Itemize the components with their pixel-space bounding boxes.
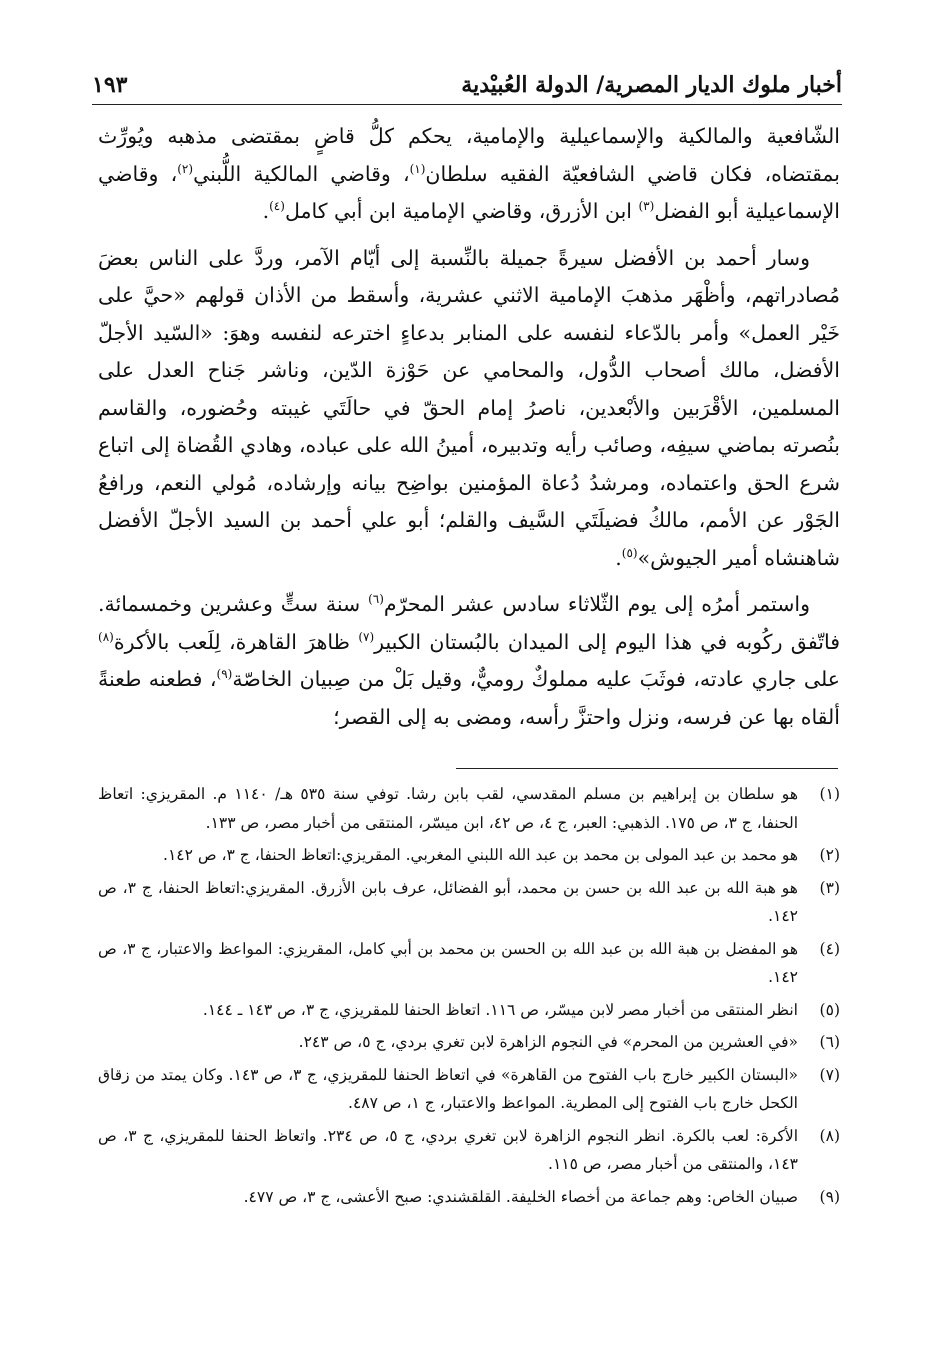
- paragraph-3: [98, 586, 840, 736]
- footnote-text: صبيان الخاص: وهم جماعة من أخصاء الخليفة. القلقشندي: صبح الأعشى، ج ٣، ص ٤٧٧.: [243, 1187, 798, 1206]
- footnote-number: (٥): [819, 1000, 840, 1019]
- main-text: [98, 118, 840, 745]
- footnote-ref: (٩): [216, 667, 233, 682]
- footnote-item: [98, 780, 840, 837]
- header-divider: [92, 104, 842, 105]
- footnote-item: [98, 874, 840, 931]
- text-run: .: [262, 199, 270, 223]
- footnote-number: (٧): [819, 1065, 840, 1084]
- footnote-number: (١): [819, 785, 840, 803]
- paragraph-1: [98, 118, 840, 231]
- footnote-ref: (٣): [638, 199, 655, 214]
- footnote-number: (٨): [819, 1126, 840, 1145]
- footnote-text: انظر المنتقى من أخبار مصر لابن ميسّر، ص ١١٦. اتعاظ الحنفا للمقريزي، ج ٣، ص ١٤٣ ـ ١٤٤.: [202, 1000, 798, 1019]
- text-run: ، وقاضي الإسماعيلية أبو الفضل: [98, 161, 840, 223]
- text-run: ابن الأزرق، وقاضي الإمامية ابن أبي كامل: [284, 199, 639, 223]
- footnote-text: «البستان الكبير خارج باب الفتوح من القاهرة» في اتعاظ الحنفا للمقريزي، ج ٣، ص ١٤٣. وكان يمتد من زقاق الكحل خارج باب الفتوح إلى المطرية. المواعظ والاعتبار، ج ١، ص ٤٨٧.: [98, 1065, 798, 1112]
- paragraph-2: [98, 240, 840, 578]
- running-head: [92, 70, 842, 100]
- text-run: .: [615, 545, 622, 570]
- footnote-item: [98, 1122, 840, 1179]
- footnote-ref: (٨): [98, 629, 114, 644]
- text-run: ظاهرَ القاهرة، لِلَعب بالأكرة: [113, 629, 359, 654]
- text-run: سنة ستٍّ وعشرين وخمسمائة. فاتّفق ركُوبه في هذا اليوم إلى الميدان بالبُستان الكبير: [98, 592, 840, 654]
- footnote-ref: (٦): [368, 592, 384, 607]
- footnote-ref: (٧): [358, 629, 375, 644]
- footnote-ref: (٢): [177, 161, 194, 176]
- text-run: ، وقاضي المالكية اللُّبني: [193, 161, 410, 186]
- text-run: وسار أحمد بن الأفضل سيرةً جميلة بالنِّسبة إلى أيّام الآمر، وردَّ على الناس بعضَ مُصادراتهم، وأظْهَر مذهبَ الإمامية الاثني عشرية، وأسقط من الأذان قولهم «حيَّ على خَيْر العمل» وأمر بالدّعاء لنفسه على المنابر بدعاءٍ اخترعه لنفسه وهوَ: «السّيد الأجلّ الأفضل، مالك أصحاب الدُّول، والمحامي عن حَوْزة الدّين، وناشر جَناح العدل على المسلمين، الأقْرَبين والأبْعدين، ناصرُ إمام الحقّ في حالَتَي غيبته وحُضوره، والقاسم بنُصرته بماضي سيفِه، وصائب رأيه وتدبيره، أمينُ الله على عباده، وهادي القُضاة إلى اتباع شرع الحق واعتماده، ومرشدُ دُعاة المؤمنين بواضِح بيانه وإرشاده، مُولي النعم، ورافعُ الجَوْر عن الأمم، مالكُ فضيلَتَي السَّيف والقلم؛ أبو علي أحمد بن السيد الأجلّ الأفضل شاهنشاه أمير الجيوش»: [98, 245, 840, 570]
- footnote-text: هو المفضل بن هبة الله بن عبد الله بن الحسن بن محمد بن أبي كامل، المقريزي: المواعظ والاعتبار، ج ٣، ص ١٤٢.: [98, 939, 798, 986]
- text-run: ، فطعنه طعنةً ألقاه بها عن فرسه، ونزل واحتزَّ رأسه، ومضى به إلى القصر؛: [98, 667, 840, 729]
- footnote-item: [98, 1028, 840, 1057]
- footnote-number: (٣): [819, 878, 840, 897]
- page-number: ١٩٣: [92, 72, 128, 98]
- footnote-number: (٩): [819, 1187, 840, 1206]
- footnote-number: (٢): [819, 846, 840, 864]
- footnote-item: [98, 1183, 840, 1212]
- footnote-text: «في العشرين من المحرم» في النجوم الزاهرة لابن تغري بردي، ج ٥، ص ٢٤٣.: [298, 1033, 798, 1051]
- footnote-text: الأكرة: لعب بالكرة. انظر النجوم الزاهرة لابن تغري بردي، ج ٥، ص ٢٣٤. واتعاظ الحنفا للمقريزي، ج ٣، ص ١٤٣، والمنتقى من أخبار مصر، ص ١١٥.: [98, 1126, 798, 1173]
- footnote-divider: [456, 768, 838, 769]
- footnote-number: (٤): [819, 939, 840, 958]
- footnote-item: [98, 935, 840, 992]
- footnote-item: [98, 996, 840, 1025]
- footnote-ref: (٤): [269, 199, 285, 214]
- footnote-text: هو سلطان بن إبراهيم بن مسلم المقدسي، لقب بابن رشا. توفي سنة ٥٣٥ هـ/ ١١٤٠ م. المقريزي: اتعاظ الحنفا، ج ٣، ص ١٧٥. الذهبي: العبر، ج ٤، ص ٤٢، ابن ميسّر، المنتقى من أخبار مصر، ص ١٣٣.: [98, 785, 798, 832]
- footnote-ref: (٥): [621, 545, 638, 560]
- footnote-item: [98, 1061, 840, 1118]
- text-run: الشّافعية والمالكية والإسماعيلية والإمامية، يحكم كلُّ قاضٍ بمقتضى مذهبه ويُورِّث بمقتضاه، فكان قاضي الشافعيّة الفقيه سلطان: [98, 124, 840, 186]
- running-title: أخبار ملوك الديار المصرية/ الدولة العُبيْدية: [461, 72, 842, 98]
- text-run: على جاري عادته، فوثَبَ عليه مملوكٌ روميٌّ، وقيل بَلْ من صِبيان الخاصّة: [232, 667, 841, 691]
- text-run: واستمر أمرُه إلى يوم الثّلاثاء سادس عشر المحرّم: [383, 592, 810, 616]
- footnote-text: هو هبة الله بن عبد الله بن حسن بن محمد، أبو الفضائل، عرف بابن الأزرق. المقريزي:اتعاظ الحنفا، ج ٣، ص ١٤٢.: [98, 878, 798, 925]
- footnote-ref: (١): [409, 161, 426, 176]
- footnote-item: [98, 841, 840, 870]
- footnotes: [98, 780, 840, 1215]
- footnote-text: هو محمد بن عبد المولى بن محمد بن عبد الله اللبني المغربي. المقريزي:اتعاظ الحنفا، ج ٣، ص ١٤٢.: [163, 846, 798, 864]
- footnote-number: (٦): [819, 1033, 840, 1051]
